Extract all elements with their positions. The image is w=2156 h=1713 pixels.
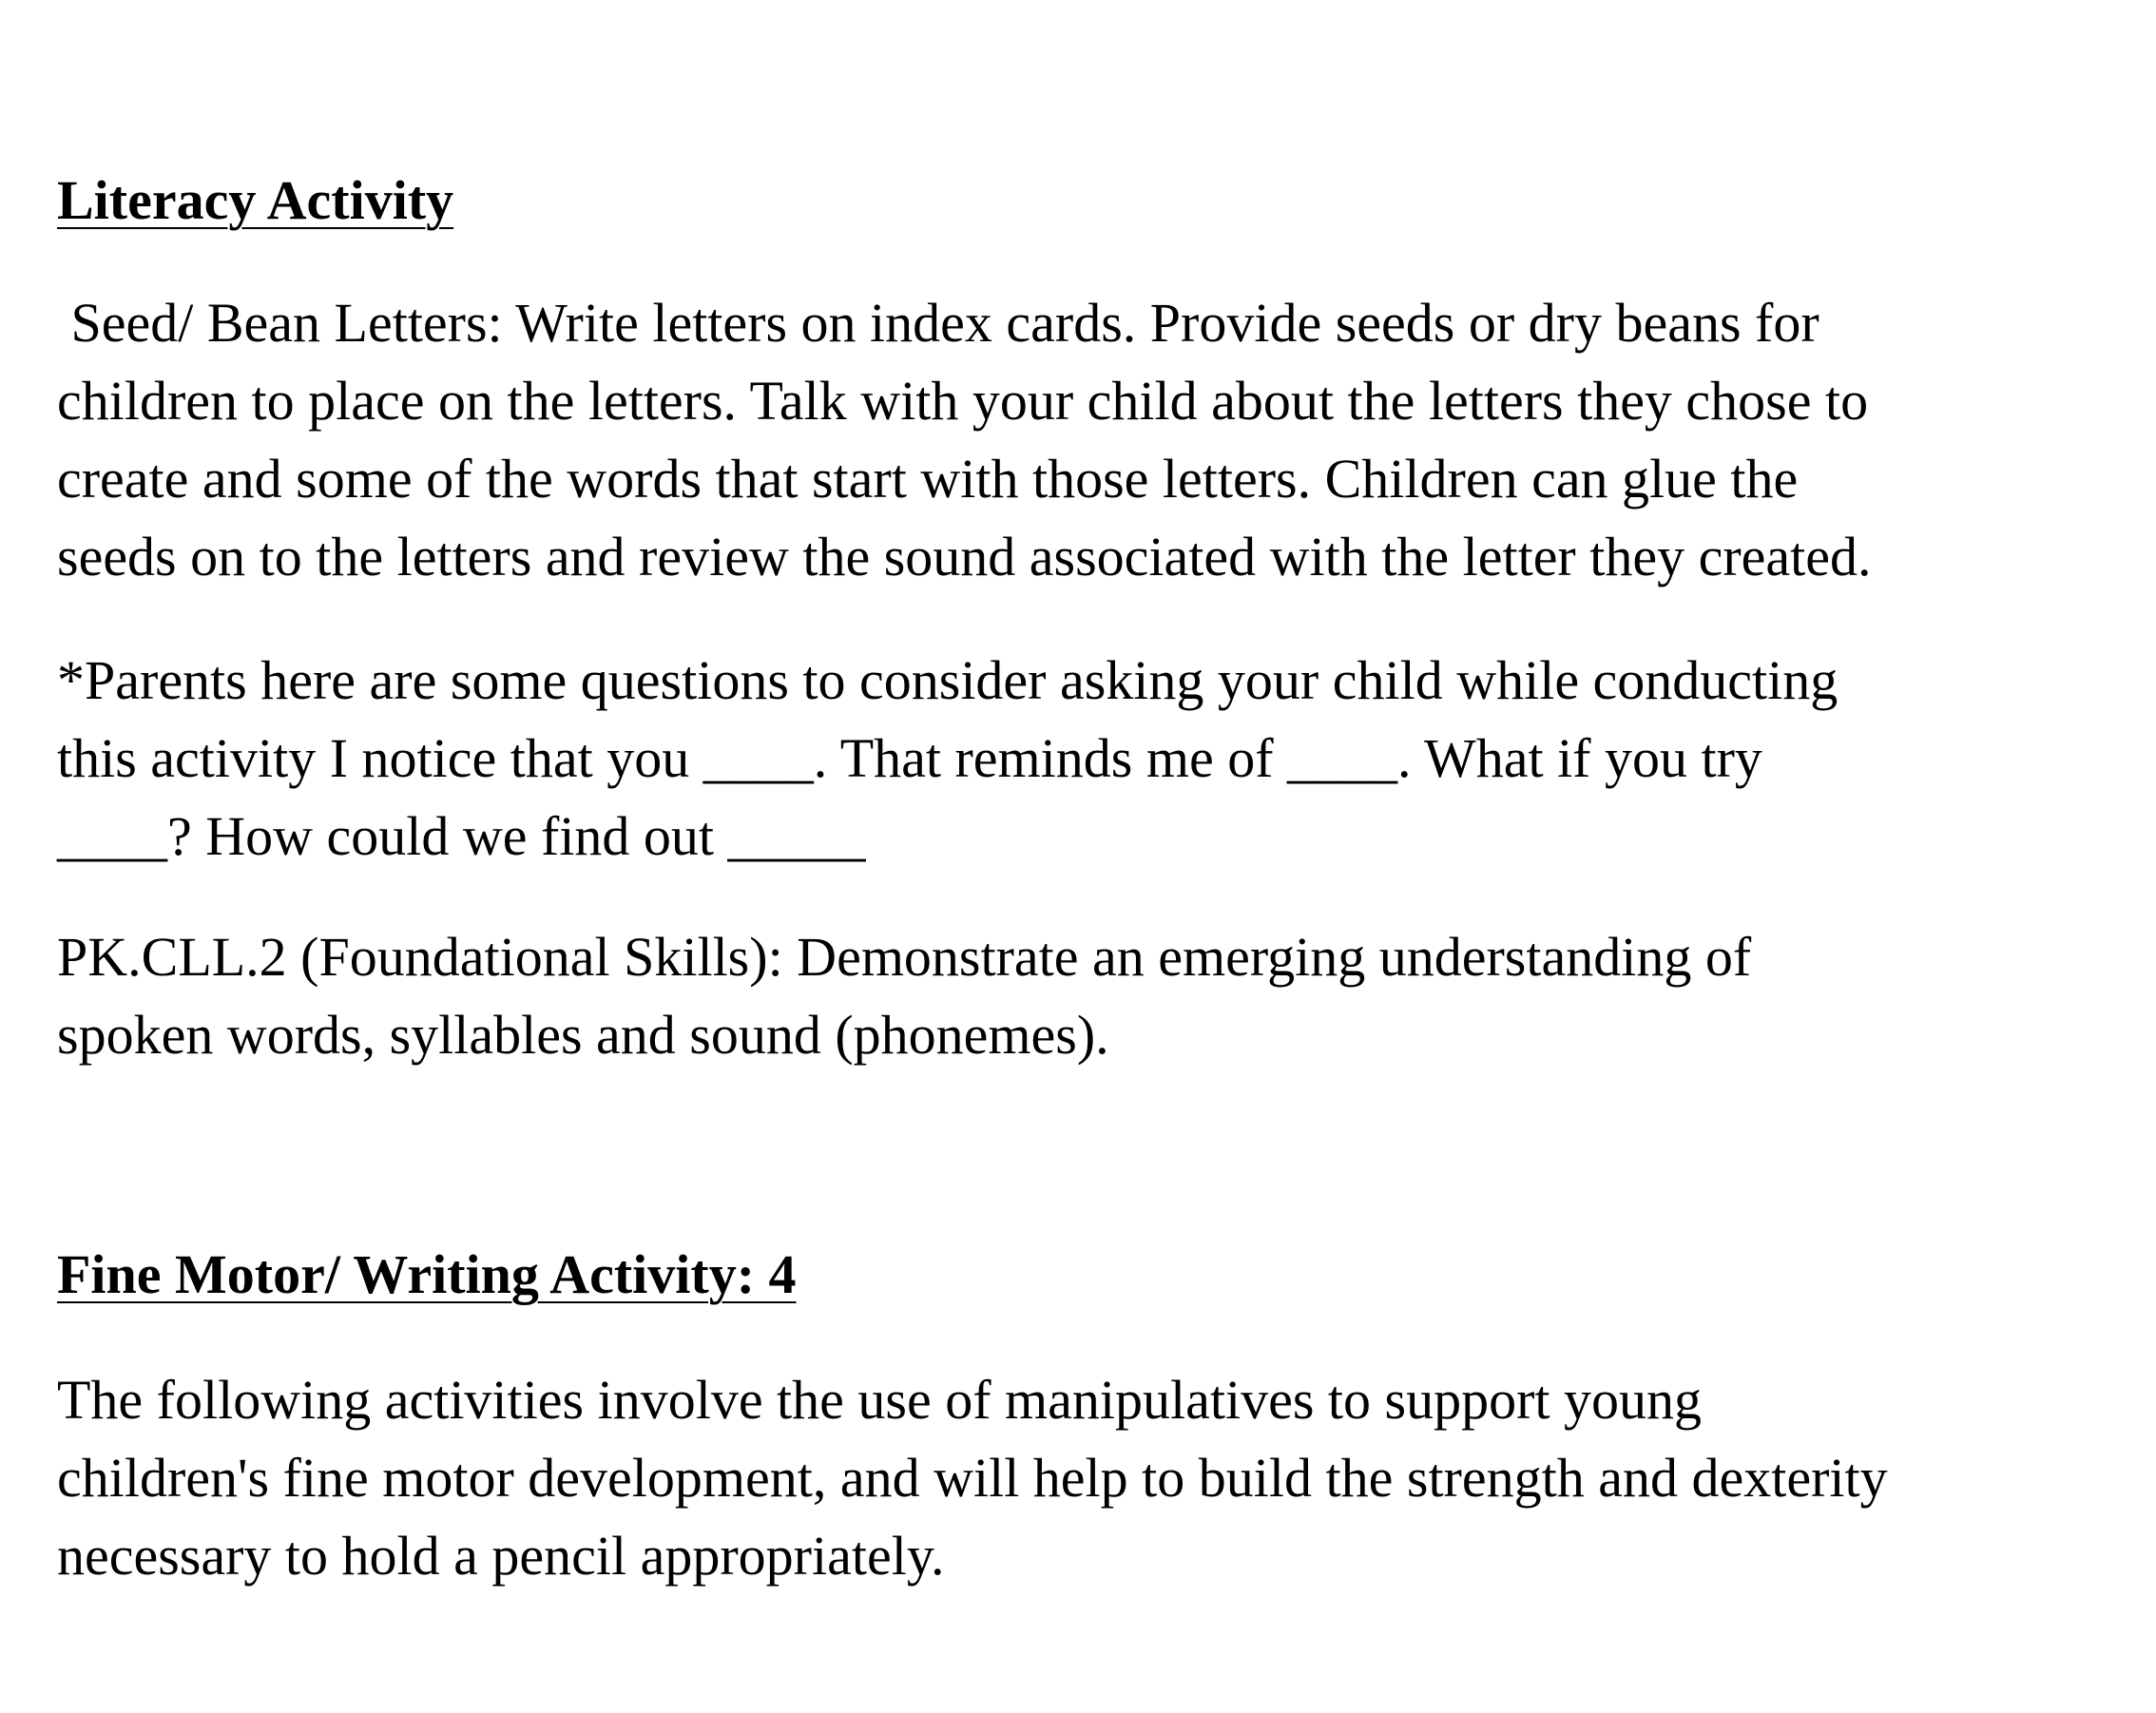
paragraph-line: this activity I notice that you ____. That reminds me of ____. What if you try [57,727,1762,789]
paragraph-line: create and some of the words that start with those letters. Children can glue the [57,448,1799,510]
fine-motor-paragraph [57,1361,1888,1595]
paragraph-line: children's fine motor development, and will help to build the strength and dexterity [57,1447,1888,1509]
paragraph-line: seeds on to the letters and review the sound associated with the letter they created. [57,526,1872,587]
paragraph-line: spoken words, syllables and sound (phonemes). [57,1004,1109,1066]
paragraph-line: The following activities involve the use of manipulatives to support young [57,1369,1703,1431]
fine-motor-writing-heading: Fine Motor/ Writing Activity: 4 [57,1243,797,1305]
seed-bean-letters-paragraph [57,284,1872,596]
parent-questions-paragraph [57,642,1838,876]
paragraph-line: Seed/ Bean Letters: Write letters on index cards. Provide seeds or dry beans for [57,292,1819,354]
standard-paragraph [57,918,1751,1074]
paragraph-line: ____? How could we find out _____ [57,805,866,867]
paragraph-line: *Parents here are some questions to consider asking your child while conducting [57,649,1838,711]
literacy-activity-heading: Literacy Activity [57,169,454,231]
paragraph-line: children to place on the letters. Talk with your child about the letters they chose to [57,370,1869,432]
paragraph-line: necessary to hold a pencil appropriately. [57,1525,945,1587]
paragraph-line: PK.CLL.2 (Foundational Skills): Demonstrate an emerging understanding of [57,926,1752,988]
